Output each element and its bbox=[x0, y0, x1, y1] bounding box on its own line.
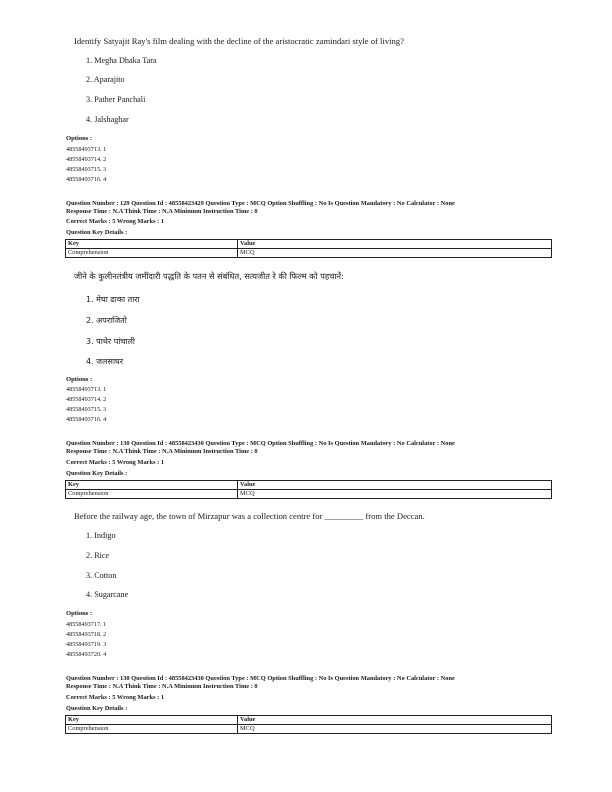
table-header-value: Value bbox=[238, 481, 552, 490]
option-1: 1. Megha Dhaka Tara bbox=[86, 56, 157, 65]
marks-line: Correct Marks : 5 Wrong Marks : 1 bbox=[66, 694, 165, 701]
option-id-3: 48558493719. 3 bbox=[66, 641, 107, 648]
option-id-3: 48558493715. 3 bbox=[66, 166, 107, 173]
option-id-2: 48558493714. 2 bbox=[66, 396, 107, 403]
option-id-4: 48558493716. 4 bbox=[66, 416, 107, 423]
question-text-en-1: Identify Satyajit Ray's film dealing with the decline of the aristocratic zamindari style of living? bbox=[74, 36, 404, 46]
question-meta-line1: Question Number : 130 Question Id : 48558423430 Question Type : MCQ Option Shuffling : No Is Question Mandatory : No Calculator : None bbox=[66, 440, 455, 447]
option-1: 1. मेघा ढाका तारा bbox=[86, 295, 140, 304]
question-meta-line2: Response Time : N.A Think Time : N.A Minimum Instruction Time : 0 bbox=[66, 448, 258, 455]
table-header-key: Key bbox=[66, 240, 238, 249]
option-id-1: 48558493713. 1 bbox=[66, 386, 107, 393]
option-id-4: 48558493716. 4 bbox=[66, 176, 107, 183]
table-header-value: Value bbox=[238, 716, 552, 725]
table-header-key: Key bbox=[66, 716, 238, 725]
option-id-3: 48558493715. 3 bbox=[66, 406, 107, 413]
option-3: 3. Pather Panchali bbox=[86, 95, 146, 104]
table-header-row bbox=[66, 240, 552, 249]
table-cell-key: Comprehension bbox=[66, 249, 238, 258]
option-id-2: 48558493718. 2 bbox=[66, 631, 107, 638]
question-meta-line1: Question Number : 129 Question Id : 48558423429 Question Type : MCQ Option Shuffling : No Is Question Mandatory : No Calculator : None bbox=[66, 200, 455, 207]
key-details-table bbox=[65, 480, 552, 499]
table-cell-value: MCQ bbox=[238, 725, 552, 734]
table-header-key: Key bbox=[66, 481, 238, 490]
key-details-table bbox=[65, 239, 552, 258]
question-meta-line2: Response Time : N.A Think Time : N.A Minimum Instruction Time : 0 bbox=[66, 683, 258, 690]
options-label: Options : bbox=[66, 135, 93, 142]
table-header-row bbox=[66, 716, 552, 725]
option-4: 4. Sugarcane bbox=[86, 590, 129, 599]
table-cell-value: MCQ bbox=[238, 249, 552, 258]
marks-line: Correct Marks : 5 Wrong Marks : 1 bbox=[66, 218, 165, 225]
option-2: 2. Rice bbox=[86, 551, 110, 560]
table-header-row bbox=[66, 481, 552, 490]
question-text-hi: जीने के कुलीनतंत्रीय जमींदारी पद्धति के पतन से संबंधित, सत्यजीत रे की फिल्म को पहचानें: bbox=[74, 271, 344, 281]
table-cell-value: MCQ bbox=[238, 490, 552, 499]
key-details-table bbox=[65, 715, 552, 734]
option-1: 1. Indigo bbox=[86, 531, 116, 540]
table-cell-key: Comprehension bbox=[66, 490, 238, 499]
option-3: 3. Cotton bbox=[86, 571, 117, 580]
option-2: 2. Aparajito bbox=[86, 75, 125, 84]
option-id-1: 48558493713. 1 bbox=[66, 146, 107, 153]
options-label: Options : bbox=[66, 376, 93, 383]
table-header-value: Value bbox=[238, 240, 552, 249]
option-id-4: 48558493720. 4 bbox=[66, 651, 107, 658]
question-meta-line2: Response Time : N.A Think Time : N.A Minimum Instruction Time : 0 bbox=[66, 208, 258, 215]
question-meta-line1: Question Number : 130 Question Id : 48558423430 Question Type : MCQ Option Shuffling : No Is Question Mandatory : No Calculator : None bbox=[66, 675, 455, 682]
table-cell-key: Comprehension bbox=[66, 725, 238, 734]
options-label: Options : bbox=[66, 610, 93, 617]
marks-line: Correct Marks : 5 Wrong Marks : 1 bbox=[66, 459, 165, 466]
key-details-label: Question Key Details : bbox=[66, 470, 128, 477]
option-4: 4. जलसाघर bbox=[86, 357, 124, 366]
option-3: 3. पाथेर पांचाली bbox=[86, 337, 135, 346]
table-row bbox=[66, 490, 552, 499]
question-text-en-2: Before the railway age, the town of Mirzapur was a collection centre for _________ from the Deccan. bbox=[74, 511, 425, 521]
option-id-2: 48558493714. 2 bbox=[66, 156, 107, 163]
key-details-label: Question Key Details : bbox=[66, 229, 128, 236]
option-2: 2. अपराजितो bbox=[86, 316, 127, 325]
option-id-1: 48558493717. 1 bbox=[66, 621, 107, 628]
key-details-label: Question Key Details : bbox=[66, 705, 128, 712]
option-4: 4. Jalshaghar bbox=[86, 115, 129, 124]
table-row bbox=[66, 249, 552, 258]
table-row bbox=[66, 725, 552, 734]
